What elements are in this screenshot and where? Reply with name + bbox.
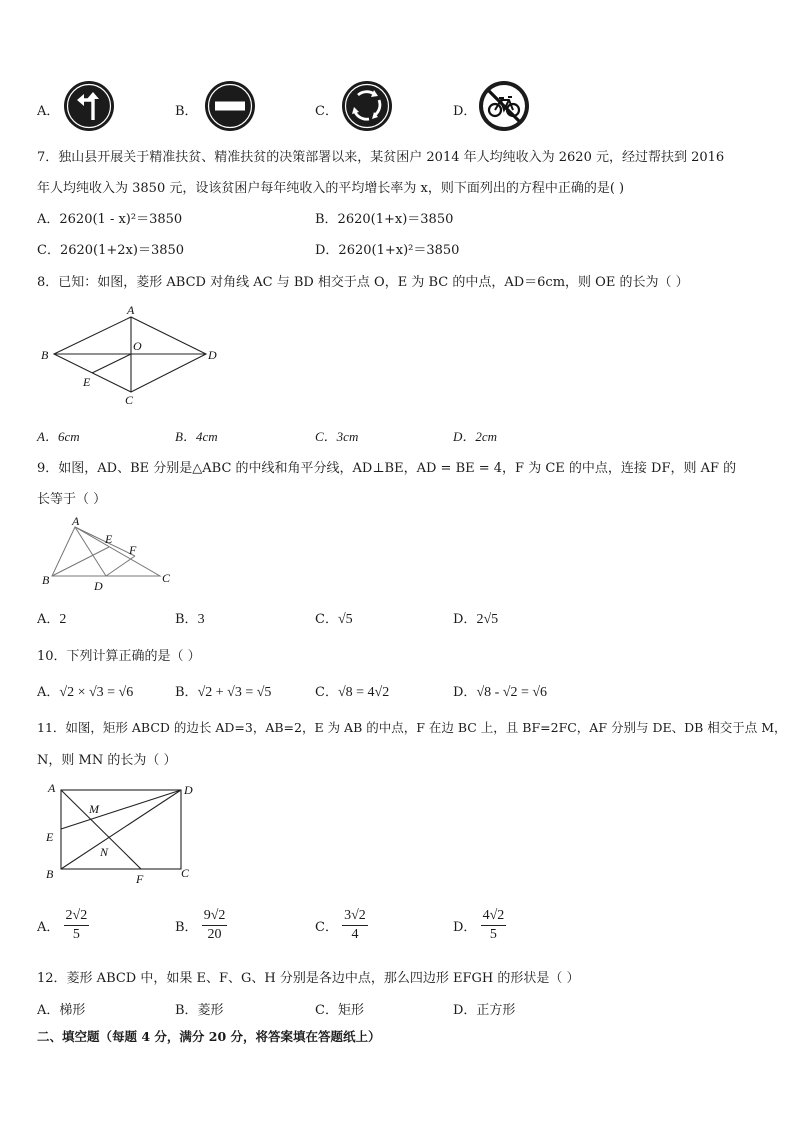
- q12-option-b: B．菱形: [175, 1003, 224, 1018]
- q8-option-a: A．6cm: [37, 429, 80, 444]
- q11-option-d-fraction: [481, 908, 507, 943]
- q10-option-d: [453, 681, 547, 701]
- q11-option-d-label: D．: [453, 920, 477, 935]
- q9-point-f: F: [129, 543, 137, 557]
- q9-option-d-value: 2√5: [476, 612, 499, 627]
- q11-option-b-numerator: 9√2: [202, 908, 228, 926]
- q10-option-a-label: A．: [37, 685, 60, 700]
- q9-point-d: D: [94, 579, 103, 593]
- q6-option-b-label: B．: [175, 104, 198, 119]
- roundabout-sign-icon: [341, 80, 393, 132]
- q9-option-a-value: 2: [59, 612, 67, 627]
- q6-option-a-label: A．: [37, 104, 60, 119]
- q11-stem: 11．如图，矩形 ABCD 的边长 AD=3，AB=2，E 为 AB 的中点，F 在边 BC 上，且 BF=2FC，AF 分别与 DE、DB 相交于点 M，: [37, 720, 787, 735]
- q11-point-c: C: [181, 866, 190, 880]
- q12-stem: 12．菱形 ABCD 中，如果 E、F、G、H 分别是各边中点，那么四边形 EFGH 的形状是（ ）: [37, 971, 580, 986]
- q7-stem-line2: 年人均纯收入为 3850 元，设该贫困户每年纯收入的平均增长率为 x，则下面列出的方程中正确的是( ): [37, 181, 625, 196]
- q9-stem-line2: 长等于（ ）: [37, 492, 107, 507]
- q11-point-n: N: [100, 845, 109, 859]
- q8-point-o: O: [133, 339, 142, 353]
- q9-point-e: E: [105, 532, 113, 546]
- q12-option-a: A．梯形: [37, 1003, 86, 1018]
- q8-point-b: B: [41, 348, 49, 362]
- q11-point-d: D: [184, 783, 193, 797]
- q11-point-b: B: [46, 867, 54, 881]
- q11-option-a-label: A．: [37, 920, 60, 935]
- q10-option-c-value: √8 = 4√2: [337, 685, 390, 700]
- q9-option-b-value: 3: [197, 612, 205, 627]
- q9-option-b: [175, 608, 205, 628]
- q11-stem-line2: N，则 MN 的长为（ ）: [37, 753, 177, 768]
- q11-option-b: [175, 908, 227, 943]
- section-2-heading: 二、填空题（每题 4 分，满分 20 分，将答案填在答题纸上）: [37, 1029, 381, 1044]
- q8-stem: 8．已知：如图，菱形 ABCD 对角线 AC 与 BD 相交于点 O，E 为 BC 的中点，AD＝6cm，则 OE 的长为（ ）: [37, 275, 689, 290]
- q9-point-a: A: [72, 514, 80, 528]
- q10-option-b: [175, 681, 271, 701]
- q10-option-a-value: √2 × √3 = √6: [59, 685, 134, 700]
- q11-option-d-numerator: 4√2: [481, 908, 507, 926]
- q9-option-c-label: C．: [315, 612, 338, 627]
- q11-option-b-fraction: [202, 908, 228, 943]
- q7-option-d: D．2620(1+x)²＝3850: [315, 243, 460, 258]
- q9-option-a-label: A．: [37, 612, 60, 627]
- q11-option-c-label: C．: [315, 920, 338, 935]
- q12-option-c: C．矩形: [315, 1003, 364, 1018]
- q7-option-b: B．2620(1+x)＝3850: [315, 212, 454, 227]
- q10-option-c-label: C．: [315, 685, 338, 700]
- q9-point-c: C: [162, 571, 171, 585]
- q11-rectangle-figure: [38, 776, 208, 888]
- q11-option-d-denominator: 5: [489, 927, 497, 942]
- q11-option-c-denominator: 4: [351, 927, 359, 942]
- q7-option-c: C．2620(1+2x)＝3850: [37, 243, 185, 258]
- q8-point-e: E: [83, 375, 91, 389]
- q8-option-b: B．4cm: [175, 429, 218, 444]
- q9-option-c: [315, 608, 353, 628]
- q9-option-d-label: D．: [453, 612, 477, 627]
- q8-point-d: D: [208, 348, 217, 362]
- q9-stem: 9．如图，AD、BE 分别是△ABC 的中线和角平分线，AD⊥BE，AD = BE = 4，F 为 CE 的中点，连接 DF，则 AF 的: [37, 461, 737, 476]
- q7-option-a: A．2620(1 - x)²＝3850: [37, 212, 183, 227]
- q7-stem-line1: 7．独山县开展关于精准扶贫、精准扶贫的决策部署以来，某贫困户 2014 年人均纯收入为 2620 元，经过帮扶到 2016: [37, 150, 725, 165]
- q11-option-c: [315, 908, 368, 943]
- q8-option-d: D．2cm: [453, 429, 498, 444]
- q11-option-c-numerator: 3√2: [342, 908, 368, 926]
- q10-option-a: [37, 681, 133, 701]
- q11-option-a-denominator: 5: [72, 927, 80, 942]
- q6-option-c-label: C．: [315, 104, 338, 119]
- turn-left-or-straight-sign-icon: [63, 80, 115, 132]
- q8-point-c: C: [125, 393, 134, 407]
- q10-option-d-label: D．: [453, 685, 477, 700]
- q11-point-a: A: [48, 781, 56, 795]
- q10-stem: 10．下列计算正确的是（ ）: [37, 649, 201, 664]
- q11-option-b-label: B．: [175, 920, 198, 935]
- q6-option-d-label: D．: [453, 104, 477, 119]
- q9-triangle-figure: [38, 512, 178, 594]
- q10-option-c: [315, 681, 389, 701]
- q10-option-d-value: √8 - √2 = √6: [476, 685, 548, 700]
- q9-option-d: [453, 608, 498, 628]
- no-bicycles-sign-icon: [478, 80, 530, 132]
- q11-option-a-fraction: [64, 908, 90, 943]
- q11-option-b-denominator: 20: [207, 927, 222, 942]
- q8-point-a: A: [127, 303, 135, 317]
- q9-option-c-value: √5: [337, 612, 353, 627]
- q9-point-b: B: [42, 573, 50, 587]
- q11-option-a-numerator: 2√2: [64, 908, 90, 926]
- q8-rhombus-figure: [38, 302, 228, 410]
- q8-option-c: C．3cm: [315, 429, 359, 444]
- q11-option-c-fraction: [342, 908, 368, 943]
- q11-option-d: [453, 908, 506, 943]
- q10-option-b-value: √2 + √3 = √5: [197, 685, 272, 700]
- q11-point-m: M: [89, 802, 99, 816]
- no-entry-sign-icon: [204, 80, 256, 132]
- q9-option-b-label: B．: [175, 612, 198, 627]
- q10-option-b-label: B．: [175, 685, 198, 700]
- q11-point-e: E: [46, 830, 54, 844]
- q12-option-d: D．正方形: [453, 1003, 516, 1018]
- q9-option-a: [37, 608, 66, 628]
- q11-option-a: [37, 908, 89, 943]
- q11-point-f: F: [136, 872, 144, 886]
